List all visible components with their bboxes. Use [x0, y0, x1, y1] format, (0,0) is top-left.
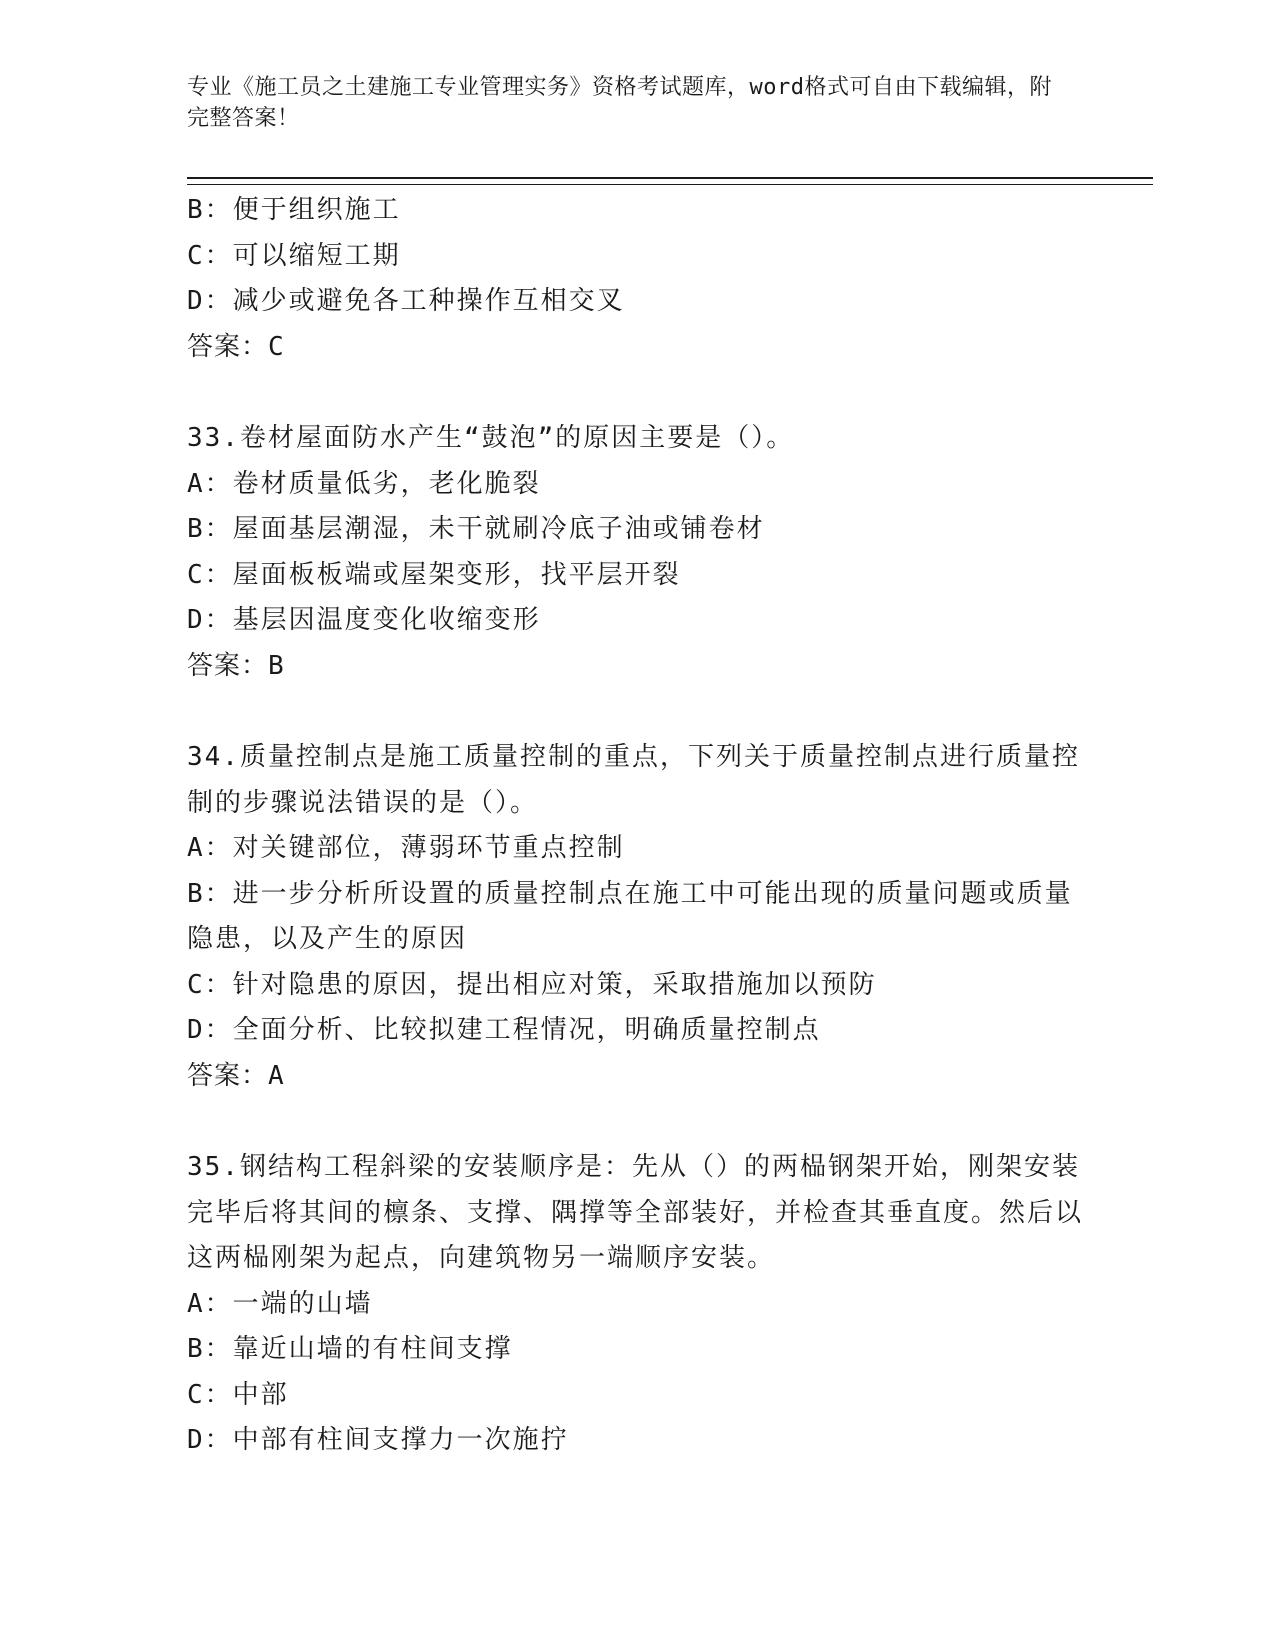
option-b: B：便于组织施工 [187, 195, 401, 225]
option-d: D：基层因温度变化收缩变形 [187, 605, 541, 635]
option-d: D：中部有柱间支撑力一次施拧 [187, 1425, 569, 1455]
header-divider [187, 177, 1153, 185]
option-c: C：中部 [187, 1379, 289, 1410]
question-stem: 33.卷材屋面防水产生“鼓泡”的原因主要是（）。 [187, 423, 795, 453]
option-c: C：针对隐患的原因，提出相应对策，采取措施加以预防 [187, 969, 877, 1000]
option-d: D：减少或避免各工种操作互相交叉 [187, 286, 625, 316]
option-a: A：卷材质量低劣，老化脆裂 [187, 468, 541, 499]
option-d: D：全面分析、比较拟建工程情况，明确质量控制点 [187, 1015, 821, 1045]
option-a: A：一端的山墙 [187, 1288, 373, 1319]
question-stem: 35.钢结构工程斜梁的安装顺序是：先从（）的两榀钢架开始，刚架安装完毕后将其间的檩条、支撑、隅撑等全部装好，并检查其垂直度。然后以这两榀刚架为起点，向建筑物另一端顺序安装。 [187, 1152, 1084, 1273]
option-c: C：屋面板板端或屋架变形，找平层开裂 [187, 559, 681, 590]
option-b: B：进一步分析所设置的质量控制点在施工中可能出现的质量问题或质量隐患，以及产生的原因 [187, 878, 1073, 954]
answer: 答案：A [187, 1060, 285, 1091]
question-stem: 34.质量控制点是施工质量控制的重点，下列关于质量控制点进行质量控制的步骤说法错误的是（）。 [187, 742, 1080, 818]
page-header: 专业《施工员之土建施工专业管理实务》资格考试题库，word格式可自由下载编辑，附完整答案！ [187, 75, 1052, 131]
answer: 答案：C [187, 331, 285, 362]
option-b: B：屋面基层潮湿，未干就刷冷底子油或铺卷材 [187, 514, 765, 544]
answer: 答案：B [187, 650, 285, 681]
question-content [187, 188, 1087, 1464]
option-a: A：对关键部位，薄弱环节重点控制 [187, 833, 625, 863]
option-b: B：靠近山墙的有柱间支撑 [187, 1334, 513, 1364]
option-c: C：可以缩短工期 [187, 240, 401, 271]
